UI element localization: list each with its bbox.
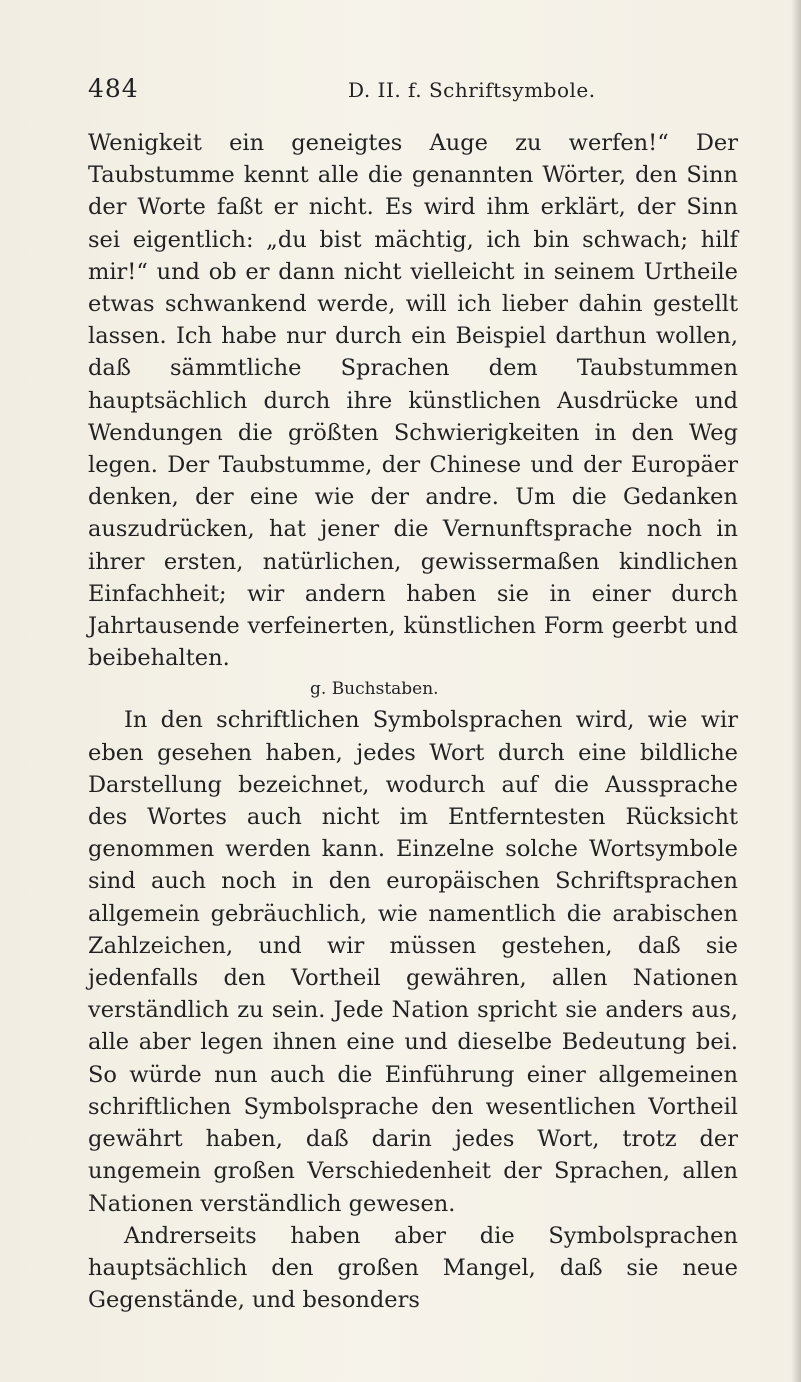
section-heading: g. Buchstaben. [310,679,439,700]
page-number: 484 [88,74,139,103]
page-edge-shadow [791,0,801,1382]
paragraph: Andrerseits haben aber die Symbolsprachen hauptsächlich den großen Mangel, daß sie neue Gegenstände, und besonders [88,1222,738,1314]
running-head: D. II. f. Schriftsymbole. [348,78,596,102]
paragraph: Wenigkeit ein geneigtes Auge zu werfen!“ Der Taubstumme kennt alle die genannten Wörter, den Sinn der Worte faßt er nicht. Es wird ihm erklärt, der Sinn sei eigentlich: „du bist mächtig, ich bin schwach; hilf mir!“ und ob er dann nicht vielleicht in seinem Urtheile etwas schwankend werde, will ich lieber dahin gestellt lassen. Ich habe nur durch ein Beispiel darthun wollen, daß sämmtliche Sprachen dem Taubstummen hauptsächlich durch ihre künstlichen Ausdrücke und Wendungen die größten Schwierigkeiten in den Weg legen. Der Taubstumme, der Chinese und der Europäer denken, der eine wie der andre. Um die Gedanken auszudrücken, hat jener die Vernunftsprache noch in ihrer ersten, natürlichen, gewissermaßen kindlichen Einfachheit; wir andern haben sie in einer durch Jahrtausende verfeinerten, künstlichen Form geerbt und beibehalten. [88,130,738,672]
body-text [88,127,738,1316]
paragraph: In den schriftlichen Symbolsprachen wird, wie wir eben gesehen haben, jedes Wort durch eine bildliche Darstellung bezeichnet, wodurch auf die Aussprache des Wortes auch nicht im Entferntesten Rücksicht genommen werden kann. Einzelne solche Wortsymbole sind auch noch in den europäischen Schriftsprachen allgemein gebräuchlich, wie namentlich die arabischen Zahlzeichen, und wir müssen gestehen, daß sie jedenfalls den Vortheil gewähren, allen Nationen verständlich zu sein. Jede Nation spricht sie anders aus, alle aber legen ihnen eine und dieselbe Bedeutung bei. So würde nun auch die Einführung einer allgemeinen schriftlichen Symbolsprache den wesentlichen Vortheil gewährt haben, daß darin jedes Wort, trotz der ungemein großen Verschiedenheit der Sprachen, allen Nationen verständlich gewesen. [88,707,738,1217]
page-header [88,74,728,108]
